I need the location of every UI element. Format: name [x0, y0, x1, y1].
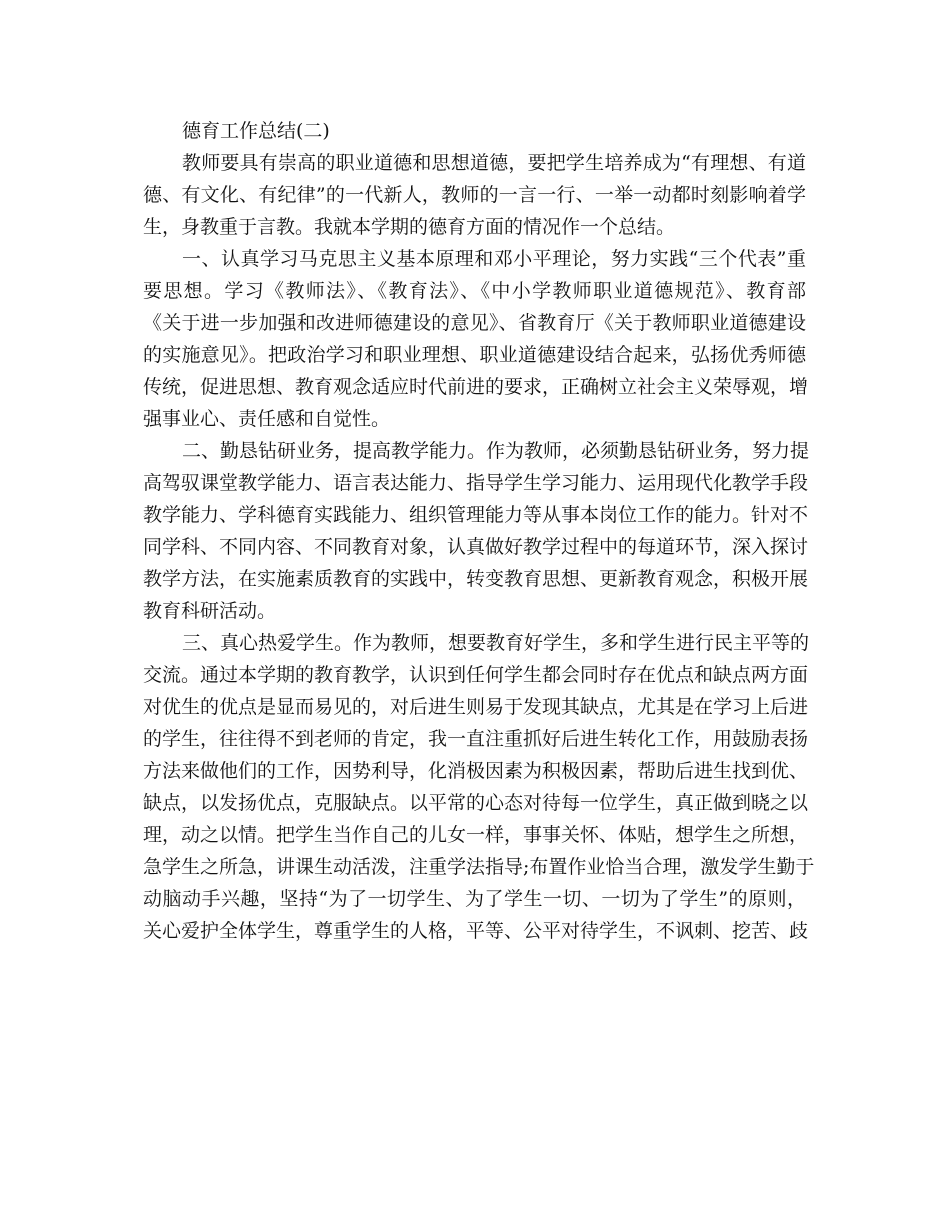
- text-line: 急学生之所急，讲课生动活泼，注重学法指导;布置作业恰当合理，激发学生勤于: [143, 856, 815, 878]
- text-line: 强事业心、责任感和自觉性。: [143, 408, 391, 430]
- document-body: [143, 115, 815, 947]
- text-line: 动脑动手兴趣，坚持“为了一切学生、为了学生一切、一切为了学生”的原则，: [143, 888, 806, 910]
- paragraph-section-two: [143, 435, 810, 627]
- text-line: 的实施意见》。把政治学习和职业理想、职业道德建设结合起来，弘扬优秀师德: [143, 344, 806, 366]
- text-line: 教学能力、学科德育实践能力、组织管理能力等从事本岗位工作的能力。针对不: [143, 504, 809, 526]
- text-line: 德、有文化、有纪律”的一代新人，教师的一言一行、一举一动都时刻影响着学: [143, 184, 806, 206]
- text-line: 缺点，以发扬优点，克服缺点。以平常的心态对待每一位学生，真正做到晓之以: [143, 792, 809, 814]
- paragraph-intro: [143, 147, 806, 243]
- text-line: 方法来做他们的工作，因势利导，化消极因素为积极因素，帮助后进生找到优、: [143, 760, 809, 782]
- text-line: 三、真心热爱学生。作为教师，想要教育好学生，多和学生进行民主平等的: [182, 632, 810, 654]
- paragraph-section-three: [143, 627, 815, 947]
- text-line: 关心爱护全体学生，尊重学生的人格，平等、公平对待学生，不讽刺、挖苦、歧: [143, 920, 809, 942]
- text-line: 《关于进一步加强和改进师德建设的意见》、省教育厅《关于教师职业道德建设: [143, 312, 806, 334]
- text-line: 对优生的优点是显而易见的，对后进生则易于发现其缺点，尤其是在学习上后进: [143, 696, 809, 718]
- text-line: 二、勤恳钻研业务，提高教学能力。作为教师，必须勤恳钻研业务，努力提: [182, 440, 810, 462]
- text-line: 教育科研活动。: [143, 600, 277, 622]
- text-line: 传统，促进思想、教育观念适应时代前进的要求，正确树立社会主义荣辱观，增: [143, 376, 809, 398]
- text-line: 交流。通过本学期的教育教学，认识到任何学生都会同时存在优点和缺点两方面: [143, 664, 809, 686]
- text-line: 高驾驭课堂教学能力、语言表达能力、指导学生学习能力、运用现代化教学手段: [143, 472, 809, 494]
- text-line: 教学方法，在实施素质教育的实践中，转变教育思想、更新教育观念，积极开展: [143, 568, 809, 590]
- text-line: 教师要具有崇高的职业道德和思想道德，要把学生培养成为“有理想、有道: [182, 152, 806, 174]
- paragraph-section-one: [143, 243, 809, 435]
- text-line: 同学科、不同内容、不同教育对象，认真做好教学过程中的每道环节，深入探讨: [143, 536, 809, 558]
- text-line: 的学生，往往得不到老师的肯定，我一直注重抓好后进生转化工作，用鼓励表扬: [143, 728, 809, 750]
- text-line: 生，身教重于言教。我就本学期的德育方面的情况作一个总结。: [143, 216, 676, 238]
- text-line: 一、认真学习马克思主义基本原理和邓小平理论，努力实践“三个代表”重: [182, 248, 806, 270]
- text-line: 理，动之以情。把学生当作自己的儿女一样，事事关怀、体贴，想学生之所想，: [143, 824, 809, 846]
- text-line: 要思想。学习《教师法》、《教育法》、《中小学教师职业道德规范》、教育部: [143, 280, 806, 302]
- document-title: 德育工作总结(二): [182, 120, 330, 142]
